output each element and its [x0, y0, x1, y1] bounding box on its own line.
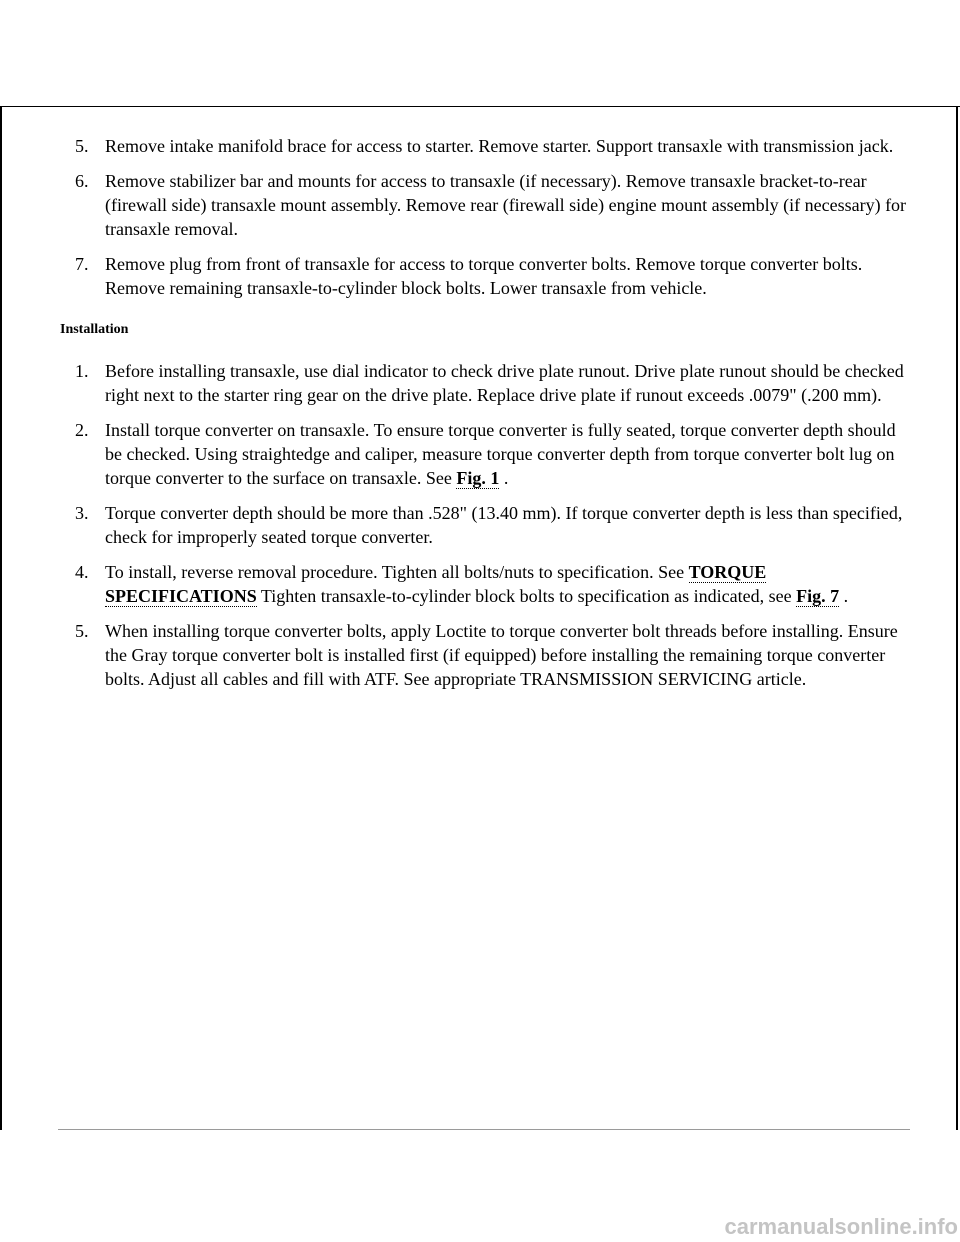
bottom-rule [58, 1129, 910, 1130]
fig-7-link[interactable]: Fig. 7 [796, 586, 840, 606]
step-number: 7. [75, 254, 89, 274]
list-item [58, 252, 910, 300]
step-number: 3. [75, 503, 89, 523]
list-item [58, 418, 910, 490]
watermark: carmanualsonline.info [724, 1214, 958, 1239]
step-number: 4. [75, 562, 89, 582]
fig-1-link[interactable]: Fig. 1 [456, 468, 500, 488]
list-item [58, 359, 910, 407]
installation-steps-list [58, 359, 910, 691]
step-text: When installing torque converter bolts, apply Loctite to torque converter bolt threads before installing. Ensure the Gray torque converter bolt is installed first (if equipped) before installing the remaining torque converter bolts. Adjust all cables and fill with ATF. See appropriate TRANSMISSION SERVICING article. [105, 621, 898, 689]
step-number: 1. [75, 361, 89, 381]
list-item [58, 560, 910, 608]
step-number: 2. [75, 420, 89, 440]
list-item [58, 134, 910, 158]
document-body [58, 134, 910, 702]
torque-specifications-link[interactable]: TORQUE SPECIFICATIONS [105, 562, 767, 606]
step-text: Remove plug from front of transaxle for access to torque converter bolts. Remove torque converter bolts. Remove remaining transaxle-to-cylinder block bolts. Lower transaxle from vehicle. [105, 254, 863, 298]
step-text: Before installing transaxle, use dial indicator to check drive plate runout. Drive plate runout should be checked right next to the starter ring gear on the drive plate. Replace drive plate if runout exceeds .0079" (.200 mm). [105, 361, 904, 405]
step-text-end: . [499, 468, 509, 488]
top-rule [0, 106, 960, 107]
step-text: Remove stabilizer bar and mounts for access to transaxle (if necessary). Remove transaxle bracket-to-rear (firewall side) transaxle mount assembly. Remove rear (firewall side) engine mount assembly (if necessary) for transaxle removal. [105, 171, 907, 239]
step-text-middle: Tighten transaxle-to-cylinder block bolts to specification as indicated, see [256, 586, 797, 606]
list-item [58, 619, 910, 691]
step-text: Install torque converter on transaxle. To ensure torque converter is fully seated, torque converter depth should be checked. Using straightedge and caliper, measure torque converter depth from torque converter bolt lug on torque converter to the surface on transaxle. See [105, 420, 896, 488]
section-heading-installation: Installation [60, 322, 129, 337]
left-border [0, 107, 2, 1130]
step-text: Torque converter depth should be more than .528" (13.40 mm). If torque converter depth is less than specified, check for improperly seated torque converter. [105, 503, 903, 547]
step-text: To install, reverse removal procedure. Tighten all bolts/nuts to specification. See [105, 562, 689, 582]
step-text-end: . [839, 586, 849, 606]
list-item [58, 501, 910, 549]
step-text: Remove intake manifold brace for access to starter. Remove starter. Support transaxle with transmission jack. [105, 136, 894, 156]
list-item [58, 169, 910, 241]
removal-steps-list [58, 134, 910, 300]
right-border [956, 107, 958, 1130]
step-number: 6. [75, 171, 89, 191]
step-number: 5. [75, 136, 89, 156]
step-number: 5. [75, 621, 89, 641]
